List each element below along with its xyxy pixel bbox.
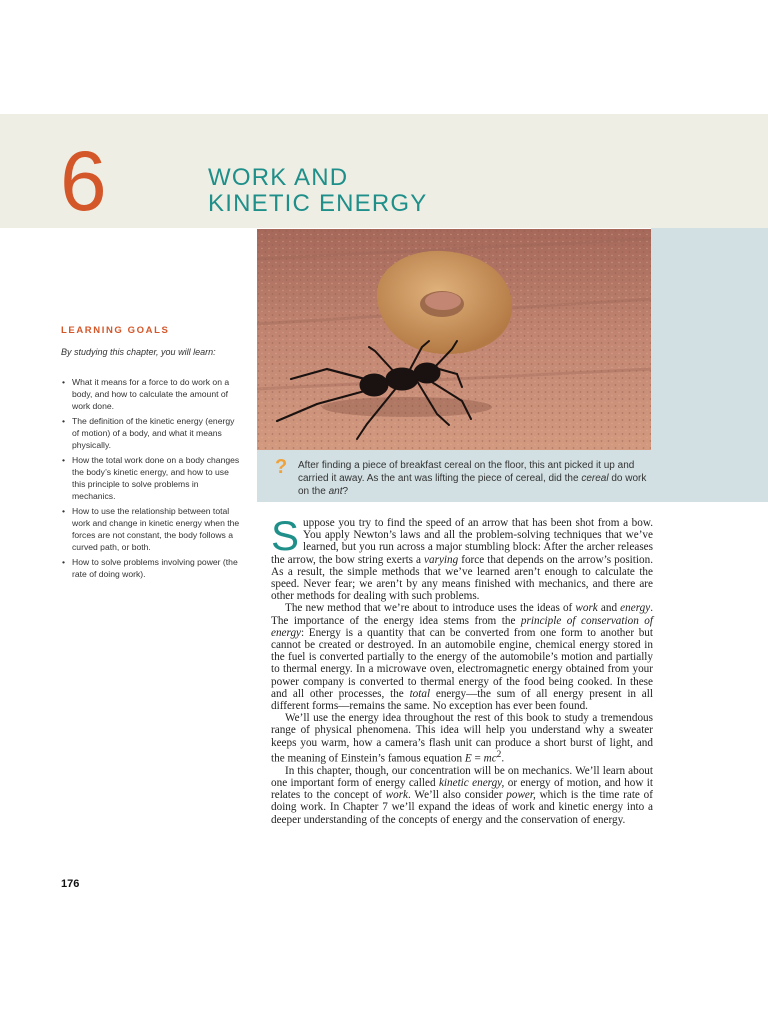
- body-text: . The importance of the energy idea stems from the: [271, 602, 653, 627]
- chapter-title: [208, 165, 428, 217]
- learning-goal-item: • The definition of the kinetic energy (energy of motion) of a body, and what it means physically.: [61, 415, 243, 451]
- drop-cap: S: [271, 512, 300, 559]
- question-icon: ?: [275, 456, 288, 478]
- body-emphasis: power,: [506, 789, 536, 802]
- body-paragraph-4: [271, 765, 653, 826]
- body-paragraph-2: [271, 602, 653, 712]
- caption-text: do work on the: [298, 473, 647, 497]
- body-text: In this chapter, though, our concentration will be on mechanics. We’ll learn about one important form of energy called: [271, 764, 653, 789]
- body-text: or energy of motion, and how it relates to the concept of: [271, 777, 653, 802]
- page-number: 176: [61, 878, 80, 890]
- body-text: force that depends on the arrow’s position. As a result, the simple methods that we’ve learned aren’t enough to calculate the speed. Never fear; we aren’t by any means finished with mechanics, and there are other methods for dealing with such problems.: [271, 553, 653, 603]
- chapter-body: [271, 512, 654, 826]
- learning-goals-list: [61, 376, 243, 583]
- equation-operator: =: [471, 752, 484, 765]
- body-text: and: [597, 602, 621, 615]
- body-text: : Energy is a quantity that can be converted from one form to another but cannot be created or destroyed. In an automobile engine, chemical energy stored in the fuel is converted partially to the energy of the automobile’s motion and partially to thermal energy. In a microwave oven, electromagnetic energy obtained from your power company is converted to thermal energy of the food being cooked. In these and all other processes, the: [271, 626, 653, 700]
- body-text: energy—the sum of all energy present in all different forms—remains the same. No exception has ever been found.: [271, 687, 653, 713]
- caption-text: After finding a piece of breakfast cereal on the floor, this ant picked it up and carried it away. As the ant was lifting the piece of cereal, did the: [298, 460, 635, 484]
- body-emphasis: work: [575, 602, 598, 615]
- chapter-number: 6: [60, 134, 107, 228]
- body-emphasis: energy: [620, 602, 651, 615]
- body-text: . We’ll also consider: [408, 789, 507, 802]
- learning-goal-item: • How to use the relationship between total work and change in kinetic energy when the forces are not constant, the body follows a curved path, or both.: [61, 505, 243, 553]
- body-text: which is the time rate of doing work. In Chapter 7 we’ll expand the ideas of work and kinetic energy into a deeper understanding of the concepts of energy and the conservation of energy.: [271, 789, 654, 826]
- learning-goal-item: • How to solve problems involving power (the rate of doing work).: [61, 556, 243, 580]
- body-text: The new method that we’re about to introduce uses the ideas of: [285, 602, 576, 615]
- body-emphasis: kinetic energy,: [438, 777, 505, 789]
- body-text: .: [501, 752, 505, 765]
- body-paragraph-3: [271, 712, 653, 765]
- equation-symbol: mc: [483, 752, 497, 765]
- learning-goals-heading: LEARNING GOALS: [61, 325, 170, 336]
- equation-symbol: E: [464, 752, 472, 765]
- learning-goal-item: • What it means for a force to do work on a body, and how to calculate the amount of work done.: [61, 376, 243, 412]
- body-emphasis: varying: [424, 553, 459, 566]
- figure-caption: [298, 459, 650, 498]
- body-paragraph-1: [271, 512, 653, 603]
- ant-cereal-photo: [257, 229, 651, 450]
- learning-goals-intro: By studying this chapter, you will learn:: [61, 347, 216, 357]
- caption-emphasis: cereal: [581, 473, 609, 484]
- side-panel: [651, 228, 768, 502]
- chapter-title-line-2: KINETIC ENERGY: [208, 190, 428, 217]
- equation-exponent: 2: [496, 749, 502, 760]
- body-emphasis: total: [409, 687, 431, 700]
- chapter-title-line-1: WORK AND: [208, 164, 349, 191]
- body-emphasis: principle of conservation of energy: [271, 614, 653, 639]
- learning-goal-item: • How the total work done on a body changes the body’s kinetic energy, and how to use this principle to solve problems in mechanics.: [61, 454, 243, 502]
- body-emphasis: work: [385, 789, 409, 802]
- body-text: uppose you try to find the speed of an arrow that has been shot from a bow. You apply Newton’s laws and all the problem-solving techniques that we’ve learned, but you run across a major stumbling block: After the archer releases the arrow, the bow string exerts a: [271, 517, 653, 566]
- body-text: We’ll use the energy idea throughout the rest of this book to study a tremendous range of physical phenomena. This idea will help you understand why a sweater keeps you warm, how a camera’s flash unit can produce a short burst of light, and the meaning of Einstein’s famous equation: [271, 712, 653, 765]
- caption-text: ?: [342, 486, 349, 497]
- caption-emphasis: ant: [328, 486, 343, 497]
